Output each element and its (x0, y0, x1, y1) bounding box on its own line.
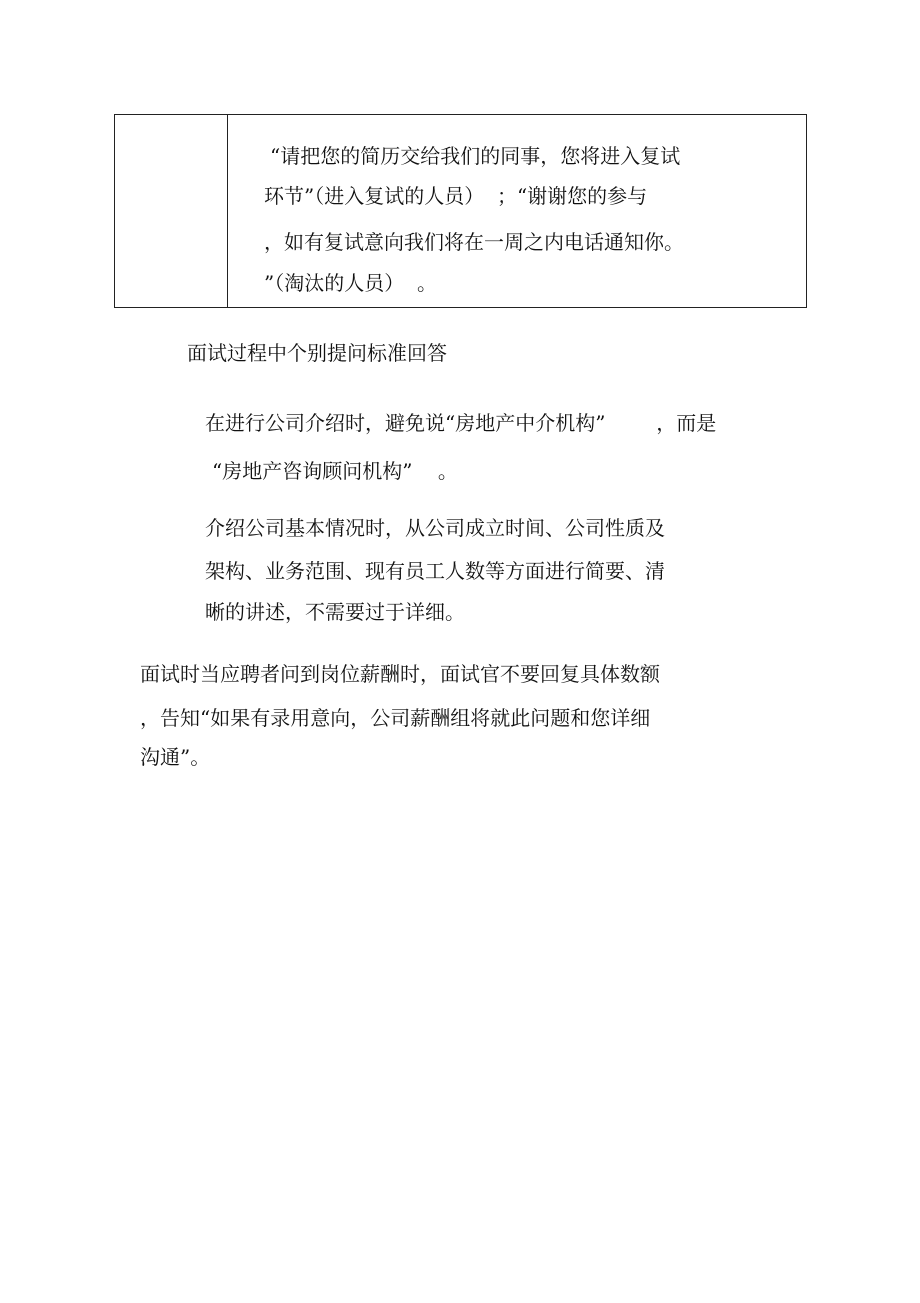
table-cell-line: “请把您的简历交给我们的同事，您将进入复试 (270, 144, 681, 168)
paragraph-line: 面试时当应聘者问到岗位薪酬时，面试官不要回复具体数额 (140, 662, 660, 686)
paragraph-line: “房地产咨询顾问机构” 。 (212, 459, 458, 483)
table-cell-line: ”（淘汰的人员） 。 (264, 271, 437, 295)
table-cell-line: 环节”（进入复试的人员） ；“谢谢您的参与 (264, 184, 648, 208)
paragraph-line: 晰的讲述，不需要过于详细。 (205, 600, 465, 624)
paragraph-line: 在进行公司介绍时，避免说“房地产中介机构” ，而是 (205, 411, 717, 435)
section-heading: 面试过程中个别提问标准回答 (187, 341, 447, 365)
table-cell-divider (227, 115, 228, 307)
paragraph-line: 架构、业务范围、现有员工人数等方面进行简要、清 (205, 559, 665, 583)
paragraph-line: 介绍公司基本情况时，从公司成立时间、公司性质及 (205, 516, 665, 540)
paragraph-line: ，告知“如果有录用意向，公司薪酬组将就此问题和您详细 (140, 706, 651, 730)
paragraph-line: 沟通”。 (140, 745, 211, 769)
table-cell-line: ，如有复试意向我们将在一周之内电话通知你。 (264, 230, 684, 254)
